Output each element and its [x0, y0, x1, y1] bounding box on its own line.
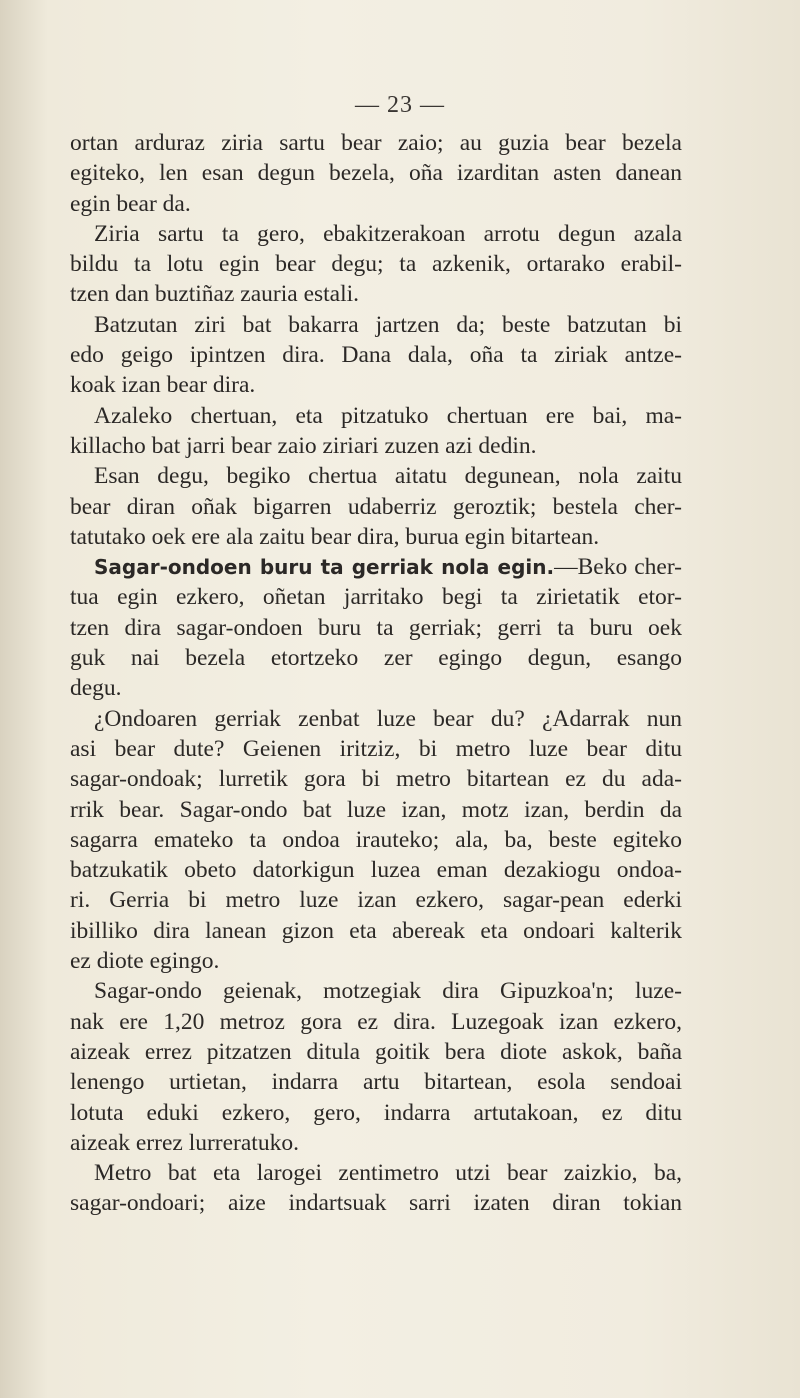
text-run: —Beko cher-	[554, 554, 683, 581]
text-line: ¿Ondoaren gerriak zenbat luze bear du? ¿Adarrak nun	[94, 705, 682, 732]
text-line: degu.	[70, 675, 122, 702]
text-line: sagar-ondoari; aize indartsuak sarri izaten diran tokian	[70, 1190, 682, 1217]
text-line: lotuta eduki ezkero, gero, indarra artutakoan, ez ditu	[70, 1099, 682, 1126]
text-line: asi bear dute? Geienen iritziz, bi metro luze bear ditu	[70, 735, 682, 762]
body-text	[70, 128, 682, 1219]
paragraph-3	[70, 310, 682, 401]
text-line: egin bear da.	[70, 190, 191, 217]
text-line: guk nai bezela etortzeko zer egingo degun, esango	[70, 645, 682, 672]
text-line: nak ere 1,20 metroz gora ez dira. Luzegoak izan ezkero,	[70, 1008, 682, 1035]
text-line: sagarra emateko ta ondoa irauteko; ala, ba, beste egiteko	[70, 826, 682, 853]
paragraph-6	[70, 552, 682, 703]
text-line: tzen dira sagar-ondoen buru ta gerriak; gerri ta buru oek	[70, 614, 682, 641]
text-line: aizeak errez lurreratuko.	[70, 1129, 299, 1156]
text-line: ortan arduraz ziria sartu bear zaio; au guzia bear bezela	[70, 130, 682, 156]
text-line: rrik bear. Sagar-ondo bat luze izan, motz izan, berdin da	[70, 796, 682, 823]
text-line	[70, 552, 682, 582]
text-line: Ziria sartu ta gero, ebakitzerakoan arrotu degun azala	[94, 220, 682, 247]
text-line: killacho bat jarri bear zaio ziriari zuzen azi dedin.	[70, 432, 537, 459]
paragraph-7	[70, 704, 682, 977]
text-line: lenengo urtietan, indarra artu bitartean, esola sendoai	[70, 1069, 682, 1096]
text-line: Batzutan ziri bat bakarra jartzen da; beste batzutan bi	[94, 311, 682, 338]
text-line: Metro bat eta larogei zentimetro utzi bear zaizkio, ba,	[94, 1160, 682, 1187]
text-line: bildu ta lotu egin bear degu; ta azkenik, ortarako erabil-	[70, 251, 682, 278]
text-line: Azaleko chertuan, eta pitzatuko chertuan ere bai, ma-	[94, 402, 682, 429]
section-heading: Sagar-ondoen buru ta gerriak nola egin.	[94, 555, 555, 580]
text-line: batzukatik obeto datorkigun luzea eman dezakiogu ondoa-	[70, 857, 682, 884]
text-line: edo geigo ipintzen dira. Dana dala, oña ta ziriak antze-	[70, 342, 682, 369]
text-line: ez diote egingo.	[70, 948, 220, 975]
text-line: bear diran oñak bigarren udaberriz geroztik; bestela cher-	[70, 493, 682, 520]
paragraph-5	[70, 461, 682, 552]
text-line: tua egin ezkero, oñetan jarritako begi ta zirietatik etor-	[70, 584, 682, 611]
text-line: egiteko, len esan degun bezela, oña izarditan asten danean	[70, 160, 682, 187]
text-line: sagar-ondoak; lurretik gora bi metro bitartean ez du ada-	[70, 766, 682, 793]
paragraph-8	[70, 976, 682, 1158]
text-line: Esan degu, begiko chertua aitatu degunean, nola zaitu	[94, 463, 682, 490]
text-line: koak izan bear dira.	[70, 372, 256, 399]
text-line: tzen dan buztiñaz zauria estali.	[70, 281, 360, 308]
paragraph-1	[70, 128, 682, 219]
text-line: Sagar-ondo geienak, motzegiak dira Gipuzkoa'n; luze-	[94, 978, 682, 1005]
text-line: tatutako oek ere ala zaitu bear dira, burua egin bitartean.	[70, 523, 600, 550]
text-line: ri. Gerria bi metro luze izan ezkero, sagar-pean ederki	[70, 887, 682, 914]
paragraph-2	[70, 219, 682, 310]
paragraph-4	[70, 401, 682, 462]
paragraph-9	[70, 1158, 682, 1219]
page-number: — 23 —	[355, 92, 445, 118]
text-line: ibilliko dira lanean gizon eta abereak eta ondoari kalterik	[70, 917, 682, 944]
text-line: aizeak errez pitzatzen ditula goitik bera diote askok, baña	[70, 1038, 682, 1065]
